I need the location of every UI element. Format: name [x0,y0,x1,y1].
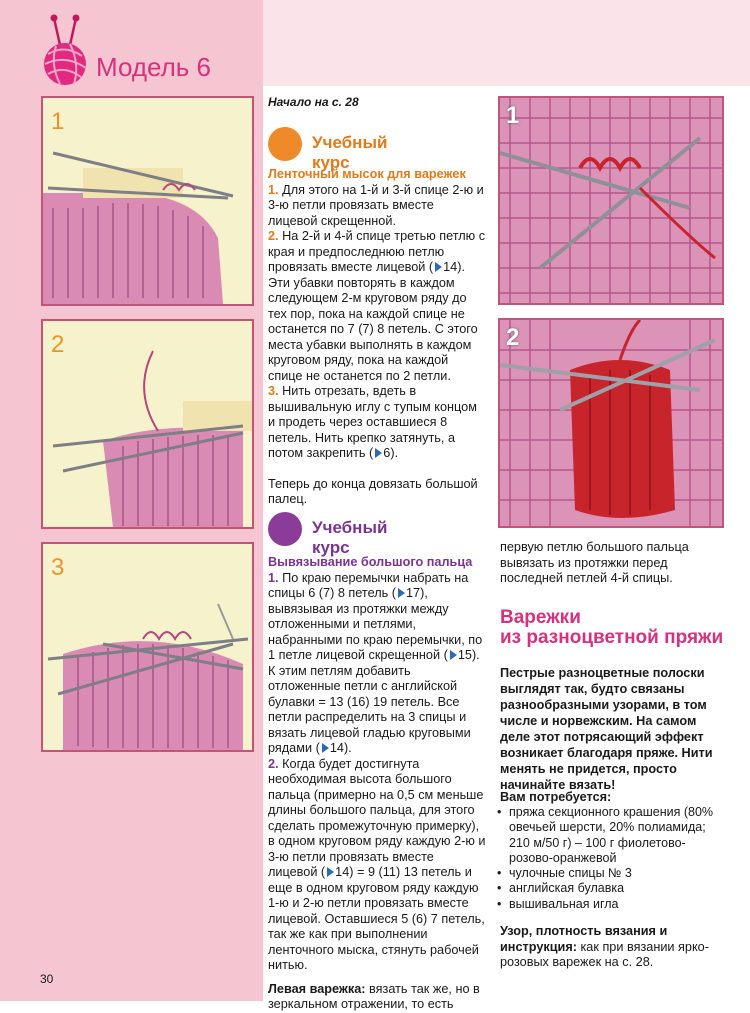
illustration-number: 1 [51,108,65,135]
course2-text [268,555,486,1013]
mittens-section-title: Варежки из разноцветной пряжи [500,607,724,648]
knitting-illustration-2 [43,321,252,527]
course1-text [268,167,486,508]
illustration-number: 2 [51,331,65,358]
photo-frame-2 [498,318,724,528]
course-title: Учебный курс [312,133,388,172]
course1-step1: 1. Для этого на 1-й и 3-й спице 2-ю и 3-ю петли провязать вместе лицевой скрещенной. [268,182,484,228]
reference-arrow-icon [435,262,442,272]
photo-number: 2 [506,324,520,351]
course-title: Учебный курс [312,518,388,557]
pattern-instructions: Узор, плотность вязания и инструкция: как при вязании ярко-розовых варежек на с. 28. [500,924,709,969]
course2-continuation [500,540,722,587]
yarn-ball-logo-icon [36,14,94,86]
course1-after: Теперь до конца довязать большой палец. [268,476,478,506]
illustration-number: 3 [51,554,65,581]
top-pink-band [263,0,750,86]
course2-subtitle: Вывязывание большого пальца [268,555,473,569]
materials-list [497,805,725,912]
reference-arrow-icon [375,448,382,458]
illustration-frame-2 [41,319,254,529]
reference-arrow-icon [398,588,405,598]
page-number: 30 [40,972,54,986]
course2-step2: 2. Когда будет достигнута необходимая высота большого пальца (примерно на 0,5 см меньше длины большого пальца, для этого сделать промежуточную примерку), в одном круговом ряду каждую 2-ю и 3-ю петли провязать вместе лицевой ( 14) = 9 (11) 13 петель и еще в одном круговом ряду каждую 1-ю и 2-ю петли провязать вместе лицевой. Оставшиеся 5 (6) 7 петель, так же как при выполнении ленточного мыска, стянуть рабочей нитью. [268,756,486,972]
list-item: • вышивальная игла [497,897,725,912]
reference-arrow-icon [322,743,329,753]
start-note: Начало на с. 28 [268,95,359,109]
course2-left-mitten: Левая варежка: вязать так же, но в зеркальном отражении, то есть [268,981,480,1011]
knitting-illustration-1 [43,98,252,304]
photo-number: 1 [506,102,520,129]
course2-left-mitten-end: первую петлю большого пальца вывязать из протяжки перед последней петлей 4-й спицы. [500,540,689,585]
course2-step1: 1. По краю перемычки набрать на спицы 6 (7) 8 петель ( 17), вывязывая из протяжки между отложенными и петлями, набранными по краю перемычки, по 1 петле лицевой скрещенной ( 15). К этим петлям добавить отложенные петли с английской булавки = 13 (16) 19 петель. Все петли распределить на 3 спицы и вязать лицевой гладью круговыми рядами ( 14). [268,570,483,755]
list-item: • чулочные спицы № 3 [497,866,725,881]
model-title: Модель 6 [96,52,212,82]
list-item: • пряжа секционного крашения (80% овечьей шерсти, 20% полиамида; 210 м/50 г) – 100 г фиолетово-розово-оранжевой [497,805,725,866]
yarn-ball-purple-icon [268,512,302,546]
reference-arrow-icon [327,867,334,877]
course1-step2: 2. На 2-й и 4-й спице третью петлю с края и предпоследнюю петлю провязать вместе лицевой ( 14). Эти убавки повторять в каждом следующем 2-м круговом ряду до тех пор, пока на каждой спице не останется по 7 (7) 8 петель. С этого места убавки выполнять в каждом круговом ряду, пока на каждой спице не останется по 2 петли. [268,229,486,383]
mittens-intro: Пестрые разноцветные полоски выглядят так, будто связаны разнообразными узорами, в том числе и норвежским. На самом деле этот потрясающий эффект возникает благодаря пряже. Нити менять не придется, просто начинайте вязать! [500,666,713,792]
list-item: • английская булавка [497,881,725,896]
photo-frame-1 [498,96,724,305]
reference-arrow-icon [450,650,457,660]
course1-step3: 3. Нить отрезать, вдеть в вышивальную иглу с тупым концом и продеть через оставшиеся 8 петель. Нить крепко затянуть, а потом закрепить ( 6). [268,384,477,460]
materials-heading: Вам потребуется: [500,790,612,804]
illustration-frame-3 [41,542,254,752]
course1-subtitle: Ленточный мысок для варежек [268,167,466,181]
yarn-ball-orange-icon [268,127,302,161]
knitting-photo-1 [500,98,722,303]
illustration-frame-1 [41,96,254,306]
knitting-illustration-3 [43,544,252,750]
knitting-photo-2 [500,320,722,526]
